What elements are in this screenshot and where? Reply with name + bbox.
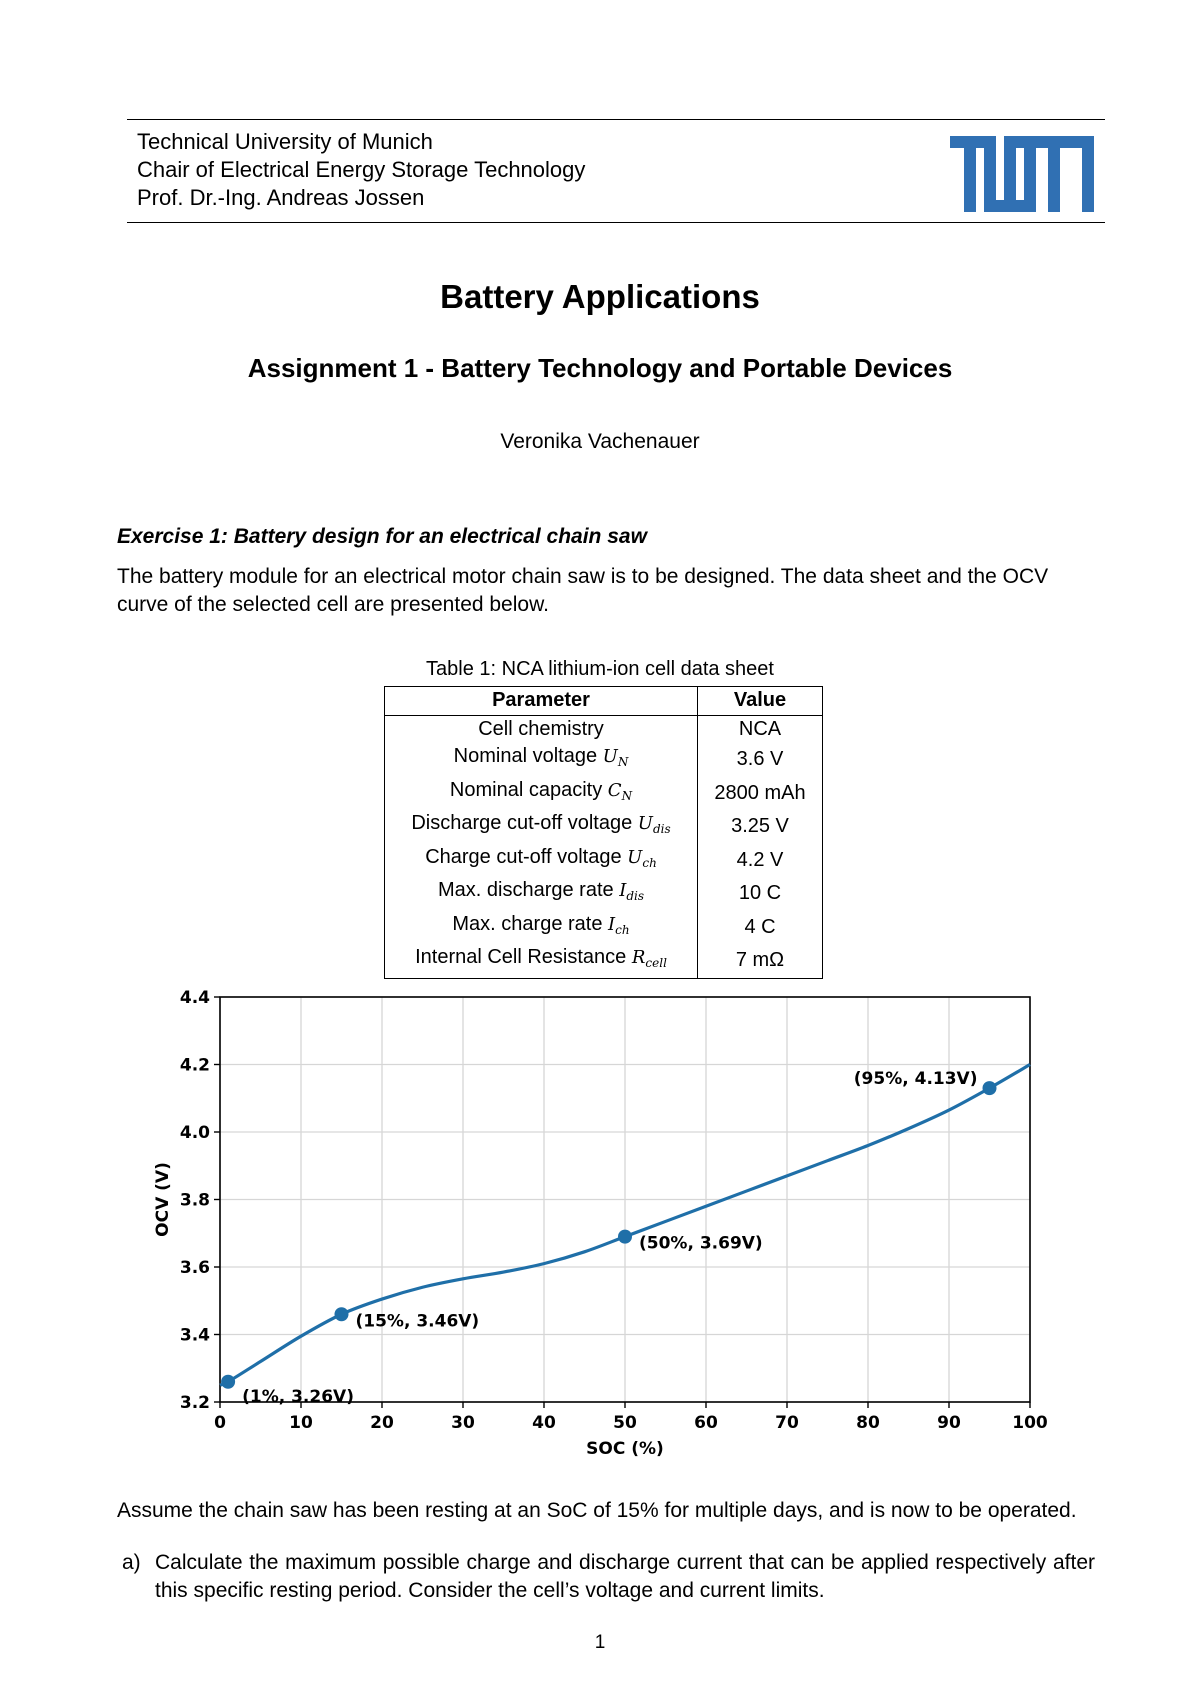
- question-text: Calculate the maximum possible charge and discharge current that can be applied respectively after this specific resting period. Consider the cell’s voltage and current limits.: [155, 1551, 1095, 1602]
- exercise-title: Exercise 1: Battery design for an electrical chain saw: [117, 525, 647, 548]
- x-tick-label: 50: [613, 1413, 637, 1433]
- parameter-subscript: cell: [645, 956, 667, 970]
- exercise-intro: The battery module for an electrical motor chain saw is to be designed. The data sheet and the OCV curve of the selected cell are presented below.: [117, 565, 1049, 616]
- parameter-symbol: U: [602, 746, 618, 767]
- value-cell: 7 mΩ: [735, 949, 785, 971]
- author-name: Veronika Vachenauer: [500, 430, 700, 453]
- question-label: a): [122, 1551, 141, 1574]
- parameter-cell: [385, 777, 698, 811]
- data-sheet-table: [384, 686, 823, 979]
- table-row: [385, 877, 823, 911]
- table-row: [385, 777, 823, 811]
- data-point-label: (95%, 4.13V): [853, 1069, 978, 1090]
- parameter-label: Internal Cell Resistance: [415, 946, 627, 968]
- data-point-label: (1%, 3.26V): [242, 1386, 354, 1407]
- table-header-parameter: Parameter: [385, 687, 698, 716]
- x-tick-label: 20: [370, 1413, 394, 1433]
- institution-name: Technical University of Munich: [137, 129, 433, 154]
- parameter-cell: [385, 743, 698, 777]
- ocv-chart: [150, 985, 1050, 1465]
- y-tick-label: 4.4: [179, 988, 210, 1008]
- table-row: [385, 810, 823, 844]
- y-tick-label: 4.2: [179, 1055, 210, 1076]
- y-tick-label: 3.6: [179, 1258, 210, 1278]
- x-tick-label: 90: [937, 1413, 961, 1433]
- y-tick-label: 3.2: [179, 1393, 210, 1413]
- data-point-marker: [618, 1230, 632, 1244]
- value-cell: 2800 mAh: [714, 781, 806, 804]
- scenario-text: Assume the chain saw has been resting at an SoC of 15% for multiple days, and is now to be operated.: [117, 1499, 1077, 1522]
- data-point-label: (15%, 3.46V): [355, 1311, 480, 1332]
- parameter-label: Nominal voltage: [453, 745, 598, 767]
- parameter-subscript: dis: [652, 822, 671, 836]
- table-header-value: Value: [698, 687, 823, 716]
- parameter-cell: [385, 844, 698, 878]
- parameter-symbol: U: [637, 813, 653, 834]
- document-title: Battery Applications: [440, 278, 760, 315]
- institution-header: [137, 128, 585, 212]
- parameter-label: Max. discharge rate: [437, 879, 614, 901]
- value-cell: 4 C: [744, 915, 776, 938]
- parameter-symbol: I: [608, 913, 616, 935]
- parameter-subscript: ch: [642, 855, 657, 870]
- parameter-subscript: dis: [626, 889, 644, 903]
- y-tick-label: 3.8: [179, 1190, 210, 1211]
- parameter-label: Nominal capacity: [449, 778, 603, 801]
- table-row: [385, 743, 823, 777]
- parameter-subscript: ch: [615, 922, 630, 937]
- parameter-label: Charge cut-off voltage: [425, 845, 622, 868]
- tum-logo: [950, 136, 1094, 212]
- value-cell: 3.6 V: [736, 748, 784, 770]
- data-point-marker: [983, 1081, 997, 1095]
- x-tick-label: 40: [532, 1413, 556, 1433]
- parameter-cell: [385, 944, 698, 978]
- parameter-label: Cell chemistry: [478, 717, 604, 740]
- page-number: 1: [594, 1632, 606, 1653]
- x-tick-label: 70: [775, 1413, 799, 1433]
- parameter-subscript: N: [617, 755, 629, 769]
- parameter-cell: [385, 810, 698, 844]
- data-point-marker: [221, 1375, 235, 1389]
- parameter-label: Discharge cut-off voltage: [411, 812, 633, 834]
- y-tick-label: 4.0: [179, 1123, 210, 1143]
- table-row: [385, 715, 823, 743]
- x-axis-label: SOC (%): [586, 1439, 664, 1459]
- table-row: [385, 911, 823, 945]
- x-tick-label: 0: [214, 1413, 226, 1433]
- y-tick-label: 3.4: [179, 1325, 210, 1346]
- parameter-symbol: I: [619, 880, 627, 901]
- parameter-symbol: C: [607, 779, 622, 801]
- x-tick-label: 30: [451, 1413, 475, 1433]
- table-row: [385, 944, 823, 978]
- parameter-cell: [385, 877, 698, 911]
- chair-name: Chair of Electrical Energy Storage Technology: [137, 157, 586, 182]
- value-cell: 10 C: [738, 882, 782, 904]
- table-row: [385, 844, 823, 878]
- x-tick-label: 10: [289, 1413, 313, 1433]
- y-axis-label: OCV (V): [153, 1162, 173, 1237]
- parameter-label: Max. charge rate: [452, 912, 603, 935]
- x-tick-label: 60: [694, 1413, 718, 1433]
- header-bottom-rule: [127, 222, 1105, 223]
- assignment-title: Assignment 1 - Battery Technology and Portable Devices: [247, 353, 953, 383]
- value-cell: 4.2 V: [736, 848, 784, 871]
- value-cell: 3.25 V: [731, 815, 789, 837]
- table-caption: Table 1: NCA lithium-ion cell data sheet: [426, 658, 774, 680]
- x-tick-label: 80: [856, 1413, 880, 1433]
- parameter-symbol: U: [627, 846, 643, 868]
- data-point-label: (50%, 3.69V): [639, 1233, 763, 1254]
- parameter-cell: [385, 911, 698, 945]
- parameter-cell: [385, 715, 698, 743]
- professor-name: Prof. Dr.-Ing. Andreas Jossen: [137, 185, 425, 210]
- parameter-subscript: N: [621, 788, 633, 803]
- parameter-symbol: R: [631, 947, 646, 968]
- header-top-rule: [127, 119, 1105, 120]
- x-tick-label: 100: [1012, 1413, 1048, 1433]
- data-point-marker: [335, 1307, 349, 1321]
- value-cell: NCA: [738, 717, 782, 740]
